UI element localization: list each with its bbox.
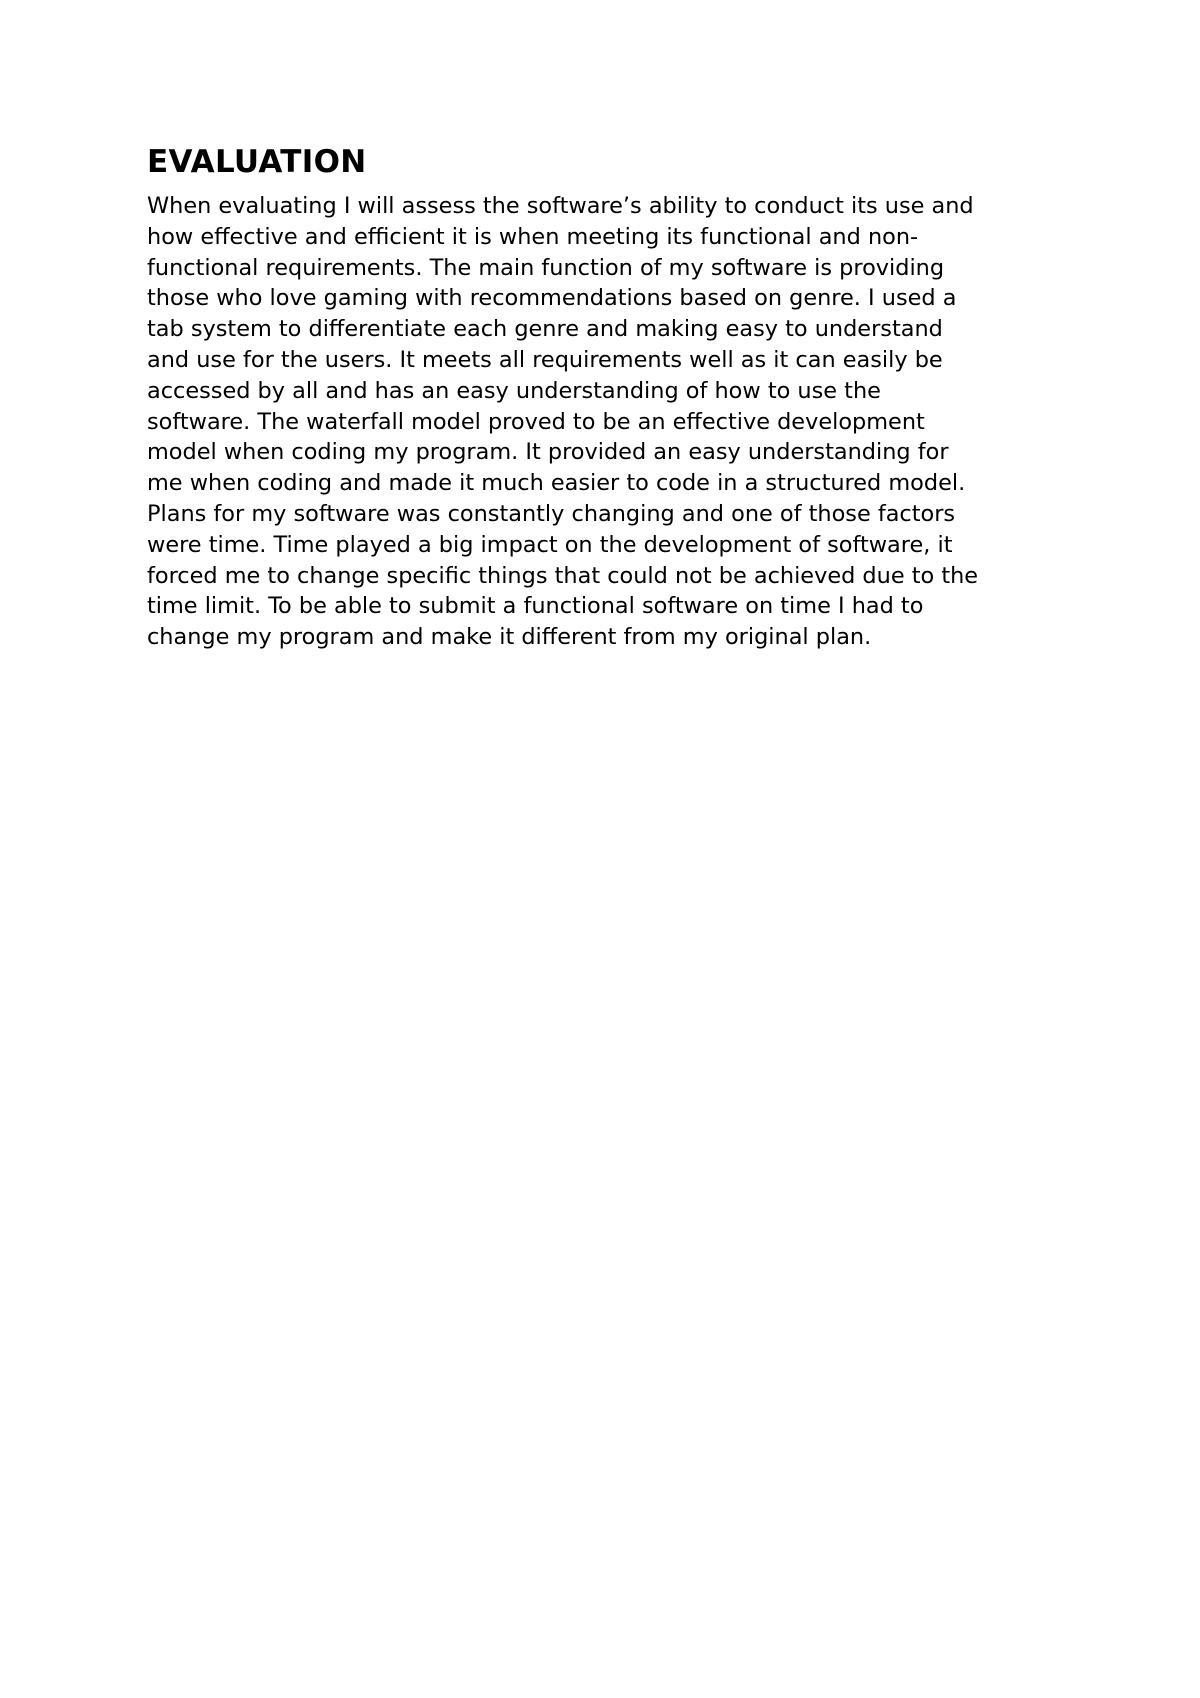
paragraph-line: those who love gaming with recommendations based on genre. I used a	[147, 285, 957, 312]
paragraph-line: Plans for my software was constantly changing and one of those factors	[147, 500, 956, 527]
paragraph-line: me when coding and made it much easier to code in a structured model.	[147, 470, 966, 497]
paragraph-line: forced me to change specific things that could not be achieved due to the	[147, 562, 979, 589]
paragraph-line: software. The waterfall model proved to be an effective development	[147, 408, 925, 435]
paragraph-line: When evaluating I will assess the software’s ability to conduct its use and	[147, 193, 974, 219]
paragraph-line: accessed by all and has an easy understanding of how to use the	[147, 377, 881, 404]
paragraph-line: model when coding my program. It provided an easy understanding for	[147, 439, 949, 466]
evaluation-paragraph	[147, 191, 1067, 653]
paragraph-line: time limit. To be able to submit a functional software on time I had to	[147, 593, 924, 620]
paragraph-line: change my program and make it different from my original plan.	[147, 624, 872, 651]
paragraph-line: how effective and efficient it is when meeting its functional and non-	[147, 223, 919, 250]
paragraph-line: and use for the users. It meets all requirements well as it can easily be	[147, 346, 943, 373]
page-title: EVALUATION	[147, 144, 367, 180]
paragraph-line: were time. Time played a big impact on the development of software, it	[147, 531, 953, 558]
paragraph-line: tab system to differentiate each genre and making easy to understand	[147, 316, 943, 343]
document-content	[147, 140, 1067, 653]
paragraph-line: functional requirements. The main function of my software is providing	[147, 254, 945, 281]
